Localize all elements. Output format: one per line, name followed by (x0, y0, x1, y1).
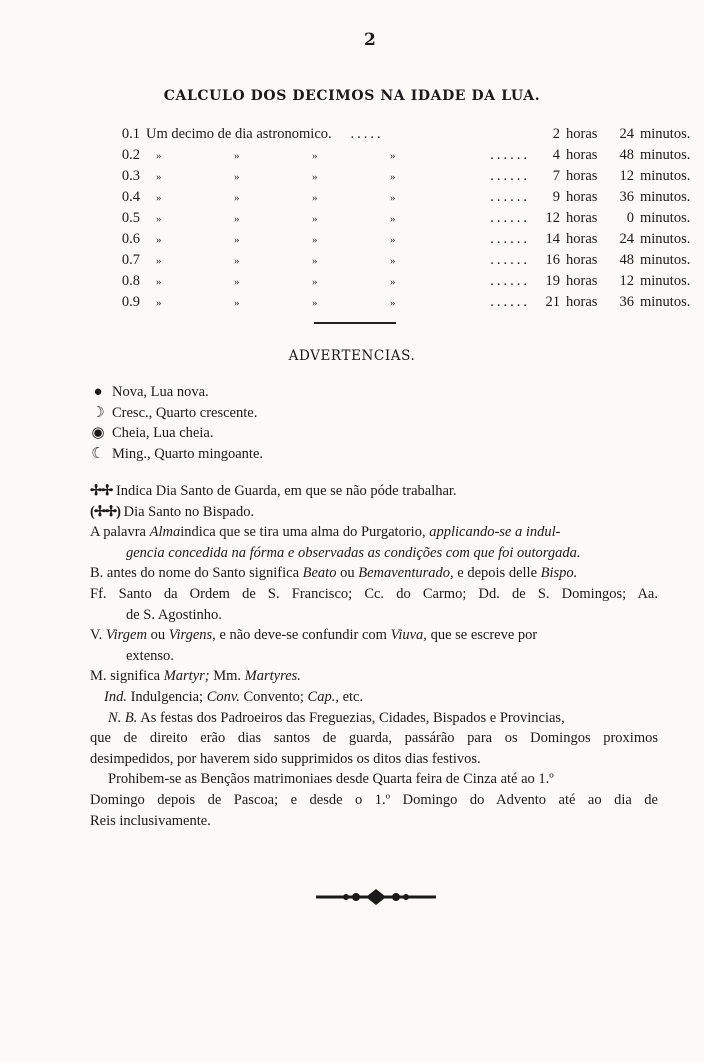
minutes-label: minutos. (640, 231, 691, 248)
ditto-mark: » (234, 149, 240, 162)
phase-abbr: Ming. (112, 445, 148, 462)
hours-label: horas (566, 168, 598, 185)
ditto-mark: » (390, 212, 396, 225)
hours-label: horas (566, 126, 598, 143)
cross-paren-icon: (✢✢) (90, 503, 120, 520)
note-text: V. (90, 627, 103, 644)
note-line: que de direito erão dias santos de guarda, passárão para os Domingos proximos (90, 730, 658, 747)
phase-abbr: Cresc. (112, 404, 149, 421)
ditto-mark: » (390, 149, 396, 162)
note-line (90, 502, 658, 523)
row-description (146, 229, 530, 250)
table-row (112, 124, 690, 145)
hours-value: 21 (545, 294, 560, 311)
ditto-mark: » (234, 254, 240, 267)
leader-dots: ...... (490, 146, 530, 163)
row-number: 0.2 (121, 147, 140, 164)
ditto-mark: » (156, 233, 162, 246)
ditto-mark: » (312, 170, 318, 183)
phase-row-full (90, 423, 263, 444)
leader-dots: ...... (490, 293, 530, 310)
note-italic: Ind. (104, 688, 127, 705)
new-moon-icon: ● (93, 384, 103, 400)
hours-label: horas (566, 294, 598, 311)
ditto-mark: » (156, 170, 162, 183)
ditto-mark: » (390, 233, 396, 246)
leader-dots: ...... (490, 272, 530, 289)
leader-dots: ..... (350, 126, 384, 143)
note-line: Reis inclusivamente. (90, 812, 211, 829)
hours-label: horas (566, 252, 598, 269)
table-row (112, 208, 690, 229)
minutes-value: 24 (619, 126, 634, 143)
crescent-moon-icon: ☽ (91, 404, 105, 421)
hours-value: 16 (545, 252, 560, 269)
row-number: 0.6 (121, 231, 140, 248)
row-description (146, 166, 530, 187)
leader-dots: ...... (490, 188, 530, 205)
row-number: 0.4 (121, 189, 140, 206)
minutes-value: 12 (619, 273, 634, 290)
minutes-label: minutos. (640, 294, 691, 311)
minutes-label: minutos. (640, 273, 691, 290)
note-text: Mm. (213, 668, 242, 685)
ditto-mark: » (390, 275, 396, 288)
leader-dots: ...... (490, 251, 530, 268)
ditto-mark: » (312, 233, 318, 246)
note-italic: Bispo. (540, 565, 578, 582)
note-italic: N. B. (108, 709, 138, 726)
ditto-mark: » (156, 275, 162, 288)
hours-value: 9 (552, 189, 560, 206)
note-italic: applicando-se a indul- (429, 524, 561, 541)
row-description (146, 187, 530, 208)
minutes-value: 24 (619, 231, 634, 248)
hours-value: 14 (545, 231, 560, 248)
note-line (90, 522, 658, 543)
ornament-icon (316, 889, 436, 905)
note-text: ou (150, 627, 166, 644)
table-row (112, 166, 690, 187)
hours-label: horas (566, 210, 598, 227)
ditto-mark: » (234, 296, 240, 309)
minutes-value: 36 (619, 189, 634, 206)
row-description (146, 124, 530, 145)
note-text: Convento; (243, 688, 304, 705)
phase-text: , Quarto mingoante. (147, 445, 264, 462)
note-text: B. antes do nome do Santo significa (90, 565, 300, 582)
note-line (90, 687, 658, 708)
note-text: M. significa (90, 668, 161, 685)
note-italic: Virgem (105, 627, 147, 644)
note-text: e depois delle (457, 565, 538, 582)
hours-label: horas (566, 231, 598, 248)
note-text: etc. (342, 688, 364, 705)
minutes-value: 48 (619, 147, 634, 164)
phase-text: , Lua nova. (143, 384, 209, 400)
page-title: CALCULO DOS DECIMOS NA IDADE DA LUA. (163, 88, 541, 104)
leader-dots: ...... (490, 230, 530, 247)
minutes-label: minutos. (640, 147, 691, 164)
row-number: 0.9 (121, 294, 140, 311)
row-description (146, 145, 530, 166)
ditto-mark: » (390, 296, 396, 309)
phase-abbr: Nova (112, 384, 144, 400)
minutes-value: 36 (619, 294, 634, 311)
table-row (112, 250, 690, 271)
moon-phase-legend (90, 382, 263, 464)
ditto-mark: » (312, 296, 318, 309)
ditto-mark: » (234, 191, 240, 204)
section-divider (314, 322, 396, 324)
row-description (146, 250, 530, 271)
note-line: desimpedidos, por haverem sido supprimidos os ditos dias festivos. (90, 750, 481, 767)
leader-dots: ...... (490, 167, 530, 184)
note-italic: Conv. (206, 688, 240, 705)
hours-label: horas (566, 189, 598, 206)
note-line (90, 625, 658, 646)
note-italic: Martyres. (244, 668, 301, 685)
table-row (112, 229, 690, 250)
hours-value: 2 (552, 126, 560, 143)
note-italic: Alma (149, 524, 181, 541)
minutes-label: minutos. (640, 252, 691, 269)
hours-label: horas (566, 273, 598, 290)
hours-value: 7 (552, 168, 560, 185)
minutes-value: 12 (619, 168, 634, 185)
note-line: Ff. Santo da Ordem de S. Francisco; Cc. do Carmo; Dd. de S. Domingos; Aa. (90, 585, 658, 602)
phase-row-waning (90, 444, 263, 465)
note-text: As festas dos Padroeiros das Freguezias, Cidades, Bispados e Provincias, (140, 709, 565, 726)
notes-section (90, 481, 658, 831)
note-italic: Bemaventurado, (358, 565, 454, 582)
phase-text: , Quarto crescente. (148, 404, 258, 421)
minutes-value: 48 (619, 252, 634, 269)
phase-row-crescent (90, 403, 263, 424)
ditto-mark: » (312, 212, 318, 225)
note-italic: Viuva, (390, 627, 427, 644)
note-text: A palavra (90, 524, 146, 541)
note-line (90, 666, 658, 687)
note-text: Indica Dia Santo de Guarda, em que se não póde trabalhar. (115, 483, 457, 499)
page-number: 2 (364, 30, 376, 50)
note-text: ou (340, 565, 355, 582)
minutes-label: minutos. (640, 210, 691, 227)
phase-row-new (90, 382, 263, 403)
hours-label: horas (566, 147, 598, 164)
row-description (146, 292, 530, 313)
ditto-mark: » (234, 212, 240, 225)
note-line: Prohibem-se as Bençãos matrimoniaes desde Quarta feira de Cinza até ao 1.º (108, 771, 554, 788)
note-line (90, 708, 658, 729)
minutes-label: minutos. (640, 189, 691, 206)
row-number: 0.7 (121, 252, 140, 269)
row-number: 0.3 (121, 168, 140, 185)
ditto-mark: » (156, 149, 162, 162)
hours-value: 12 (545, 210, 560, 227)
note-text: indica que se tira uma alma do Purgatorio, (180, 524, 426, 541)
ditto-mark: » (312, 254, 318, 267)
ditto-mark: » (156, 254, 162, 267)
minutes-label: minutos. (640, 126, 691, 143)
waning-moon-icon: ☾ (91, 445, 105, 462)
note-line (90, 543, 658, 564)
minutes-label: minutos. (640, 168, 691, 185)
phase-abbr: Cheia (112, 425, 146, 441)
table-row (112, 187, 690, 208)
note-line (90, 481, 658, 502)
note-line: extenso. (126, 647, 174, 664)
ditto-mark: » (390, 170, 396, 183)
note-text: Indulgencia; (130, 688, 204, 705)
note-line: de S. Agostinho. (126, 606, 222, 623)
leader-dots: ...... (490, 209, 530, 226)
ditto-mark: » (312, 149, 318, 162)
note-italic: gencia concedida na fórma e observadas as condições com que foi outorgada. (126, 544, 581, 561)
ditto-mark: » (390, 254, 396, 267)
description-text: Um decimo de dia astronomico. (146, 126, 332, 143)
row-number: 0.1 (121, 126, 140, 143)
row-description (146, 271, 530, 292)
table-row (112, 271, 690, 292)
cross-icon: ✢✢ (90, 483, 113, 499)
ditto-mark: » (234, 275, 240, 288)
note-line (90, 563, 658, 584)
ditto-mark: » (312, 191, 318, 204)
ditto-mark: » (234, 233, 240, 246)
note-text: que se escreve por (430, 627, 538, 644)
table-row (112, 145, 690, 166)
hours-value: 19 (545, 273, 560, 290)
note-line: Domingo depois de Pascoa; e desde o 1.º Domingo do Advento até ao dia de (90, 791, 658, 808)
row-description (146, 208, 530, 229)
ditto-mark: » (390, 191, 396, 204)
note-text: Dia Santo no Bispado. (123, 503, 255, 520)
note-italic: Virgens, (168, 627, 216, 644)
note-italic: Martyr; (163, 668, 210, 685)
ditto-mark: » (234, 170, 240, 183)
hours-value: 4 (552, 147, 560, 164)
phase-text: , Lua cheia. (145, 425, 214, 441)
note-text: e não deve-se confundir com (219, 627, 387, 644)
row-number: 0.5 (121, 210, 140, 227)
ditto-mark: » (156, 212, 162, 225)
ditto-mark: » (156, 191, 162, 204)
advertencias-heading: ADVERTENCIAS. (288, 348, 416, 364)
note-italic: Beato (302, 565, 337, 582)
note-italic: Cap., (307, 688, 339, 705)
full-moon-icon: ◉ (91, 425, 105, 441)
row-number: 0.8 (121, 273, 140, 290)
moon-decimals-table (112, 124, 690, 313)
ditto-mark: » (156, 296, 162, 309)
minutes-value: 0 (626, 210, 634, 227)
table-row (112, 292, 690, 313)
ditto-mark: » (312, 275, 318, 288)
